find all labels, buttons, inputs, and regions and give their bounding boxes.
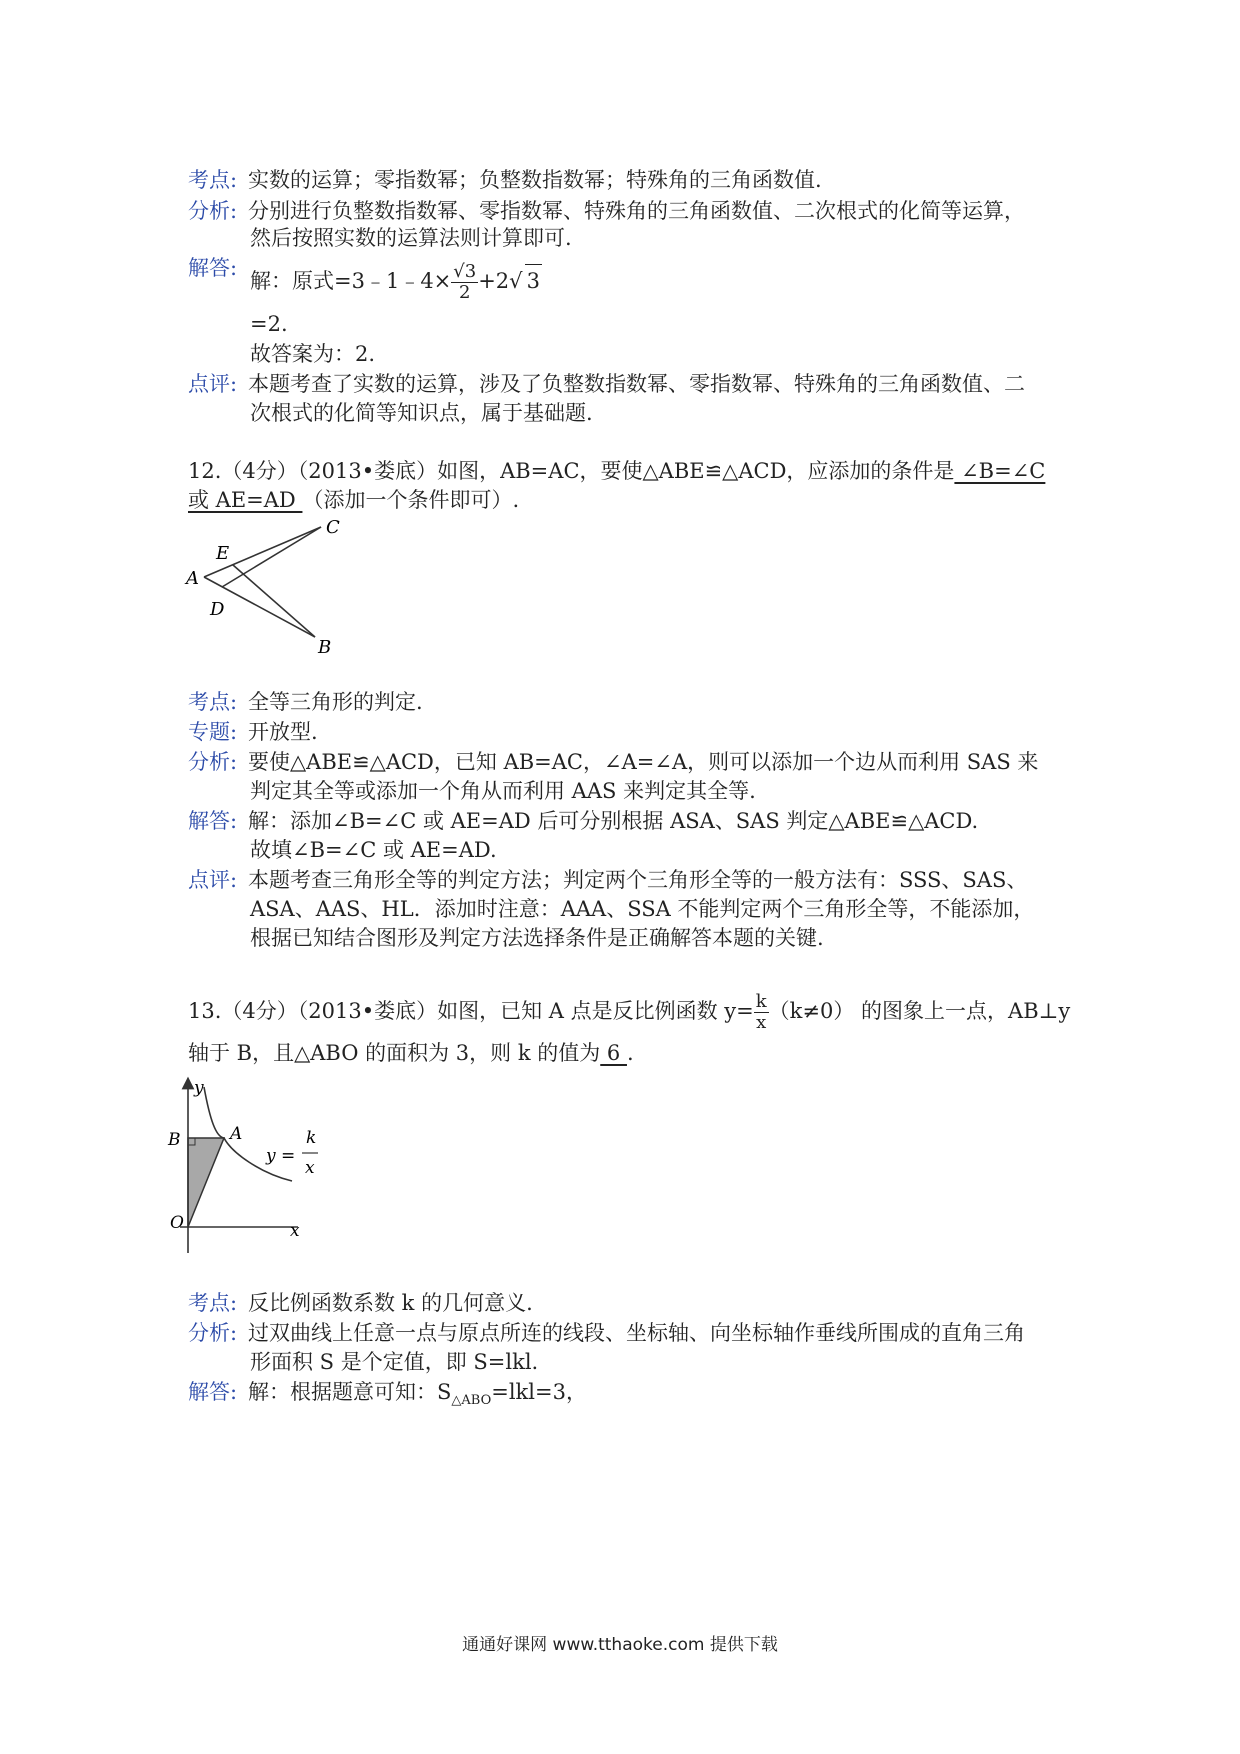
dianping-label: 点评:: [188, 868, 238, 892]
fenxi-text: 分别进行负整数指数幂、零指数幂、特殊角的三角函数值、二次根式的化简等运算，: [248, 199, 1025, 223]
jieda-label: 解答:: [188, 809, 238, 833]
jieda-label: 解答:: [188, 256, 238, 280]
q13-kaodian: [188, 1287, 1068, 1319]
label-E: E: [216, 543, 230, 564]
q13-graph-figure: [168, 1075, 360, 1260]
q12-fenxi: [188, 746, 1068, 778]
q11-jieda-line3: 故答案为：2.: [250, 342, 376, 366]
q11-kaodian: [188, 164, 1068, 196]
q12-stem-line2: [188, 484, 519, 516]
kaodian-text: 全等三角形的判定.: [248, 690, 423, 714]
label-y-axis: y: [194, 1078, 204, 1098]
kaodian-label: 考点:: [188, 168, 238, 192]
zhuanti-label: 专题:: [188, 720, 238, 744]
q12-stem-line1: [188, 455, 1045, 487]
segment-EB: [233, 565, 315, 637]
fenxi-label: 分析:: [188, 1321, 238, 1345]
label-O: O: [170, 1213, 184, 1233]
q11-dianping: [188, 368, 1068, 400]
q13-stem-text2: 轴于 B，且△ABO 的面积为 3，则 k 的值为: [188, 1041, 601, 1065]
q11-jieda-line1: [250, 262, 542, 303]
zhuanti-text: 开放型.: [248, 720, 318, 744]
label-B: B: [168, 1130, 181, 1150]
q13-answer: 6: [600, 1041, 627, 1065]
q13-fenxi: [188, 1317, 1068, 1349]
q12-answer: ∠B=∠C: [954, 459, 1046, 483]
label-A: A: [230, 1124, 243, 1144]
jieda-suffix: =lkl=3，: [491, 1380, 587, 1404]
kaodian-text: 反比例函数系数 k 的几何意义.: [248, 1291, 533, 1315]
q12-dianping-cont2: 根据已知结合图形及判定方法选择条件是正确解答本题的关键.: [250, 926, 824, 950]
q12-triangle-figure: [180, 515, 380, 660]
q12-dianping: [188, 864, 1068, 896]
label-C: C: [326, 517, 340, 538]
fraction-denominator: 2: [459, 282, 471, 303]
kaodian-label: 考点:: [188, 1291, 238, 1315]
fraction-numerator: √3: [453, 261, 477, 282]
formula-coef: +2: [478, 269, 510, 293]
fraction-denominator: x: [756, 1012, 767, 1033]
kaodian-text: 实数的运算；零指数幂；负整数指数幂；特殊角的三角函数值.: [248, 168, 822, 192]
fenxi-text: 要使△ABE≌△ACD，已知 AB=AC，∠A=∠A，则可以添加一个边从而利用 SAS 来: [248, 750, 1039, 774]
q11-jieda-line2: =2.: [250, 312, 288, 336]
q11-dianping-cont: 次根式的化简等知识点，属于基础题.: [250, 401, 593, 425]
q12-stem-text: 12.（4分）（2013•娄底）如图，AB=AC，要使△ABE≌△ACD，应添加的条件是: [188, 459, 955, 483]
label-x-axis: x: [290, 1221, 300, 1241]
fraction: [451, 262, 478, 303]
fenxi-label: 分析:: [188, 199, 238, 223]
page-footer: 通通好课网 www.tthaoke.com 提供下载: [462, 1635, 778, 1655]
q13-fenxi-cont: 形面积 S 是个定值，即 S=lkl.: [250, 1350, 539, 1374]
segment-DC: [222, 527, 321, 587]
label-B: B: [318, 637, 332, 658]
q13-condition: （k≠0）: [768, 999, 855, 1023]
kaodian-label: 考点:: [188, 690, 238, 714]
sqrt-radicand: 3: [525, 264, 542, 297]
label-A: A: [186, 568, 199, 589]
hyperbola-curve: [204, 1087, 292, 1181]
triangle-ABO: [188, 1138, 224, 1227]
q12-stem-suffix: （添加一个条件即可）.: [302, 488, 520, 512]
label-D: D: [210, 599, 225, 620]
q13-stem-line1: [188, 992, 1070, 1033]
q12-kaodian: [188, 686, 1068, 718]
fenxi-text: 过双曲线上任意一点与原点所连的线段、坐标轴、向坐标轴作垂线所围成的直角三角: [248, 1321, 1025, 1345]
q13-fraction: [754, 992, 769, 1033]
jieda-text: 解：根据题意可知：S: [248, 1380, 452, 1404]
jieda-label: 解答:: [188, 1380, 238, 1404]
dianping-text: 本题考查了实数的运算，涉及了负整数指数幂、零指数幂、特殊角的三角函数值、二: [248, 372, 1025, 396]
q13-stem-line2: [188, 1037, 634, 1069]
q11-fenxi-cont: 然后按照实数的运算法则计算即可.: [250, 226, 572, 250]
q12-jieda: [188, 805, 1068, 837]
q12-dianping-cont1: ASA、AAS、HL．添加时注意：AAA、SSA 不能判定两个三角形全等，不能添加，: [250, 897, 1035, 921]
q12-jieda-cont: 故填∠B=∠C 或 AE=AD.: [250, 838, 497, 862]
q13-stem-suffix: 的图象上一点，AB⊥y: [854, 999, 1071, 1023]
q13-stem-text: 13.（4分）（2013•娄底）如图，已知 A 点是反比例函数 y=: [188, 999, 754, 1023]
q13-stem-suffix2: .: [626, 1041, 634, 1065]
q12-answer-cont: 或 AE=AD: [188, 488, 303, 512]
formula-prefix: 解：原式=3﹣1﹣4×: [250, 269, 452, 293]
q12-fenxi-cont: 判定其全等或添加一个角从而利用 AAS 来判定其全等.: [250, 779, 756, 803]
q13-jieda: [188, 1376, 1068, 1417]
fenxi-label: 分析:: [188, 750, 238, 774]
dianping-label: 点评:: [188, 372, 238, 396]
fraction-numerator: k: [755, 991, 767, 1012]
jieda-text: 解：添加∠B=∠C 或 AE=AD 后可分别根据 ASA、SAS 判定△ABE≌△ACD.: [248, 809, 979, 833]
function-denominator: x: [305, 1158, 315, 1178]
area-subscript: △ABO: [451, 1393, 492, 1409]
function-lhs: y =: [266, 1146, 296, 1166]
q12-zhuanti: [188, 716, 1068, 748]
dianping-text: 本题考查三角形全等的判定方法；判定两个三角形全等的一般方法有：SSS、SAS、: [248, 868, 1028, 892]
sqrt-sign: √: [509, 269, 523, 293]
function-numerator: k: [306, 1128, 317, 1148]
